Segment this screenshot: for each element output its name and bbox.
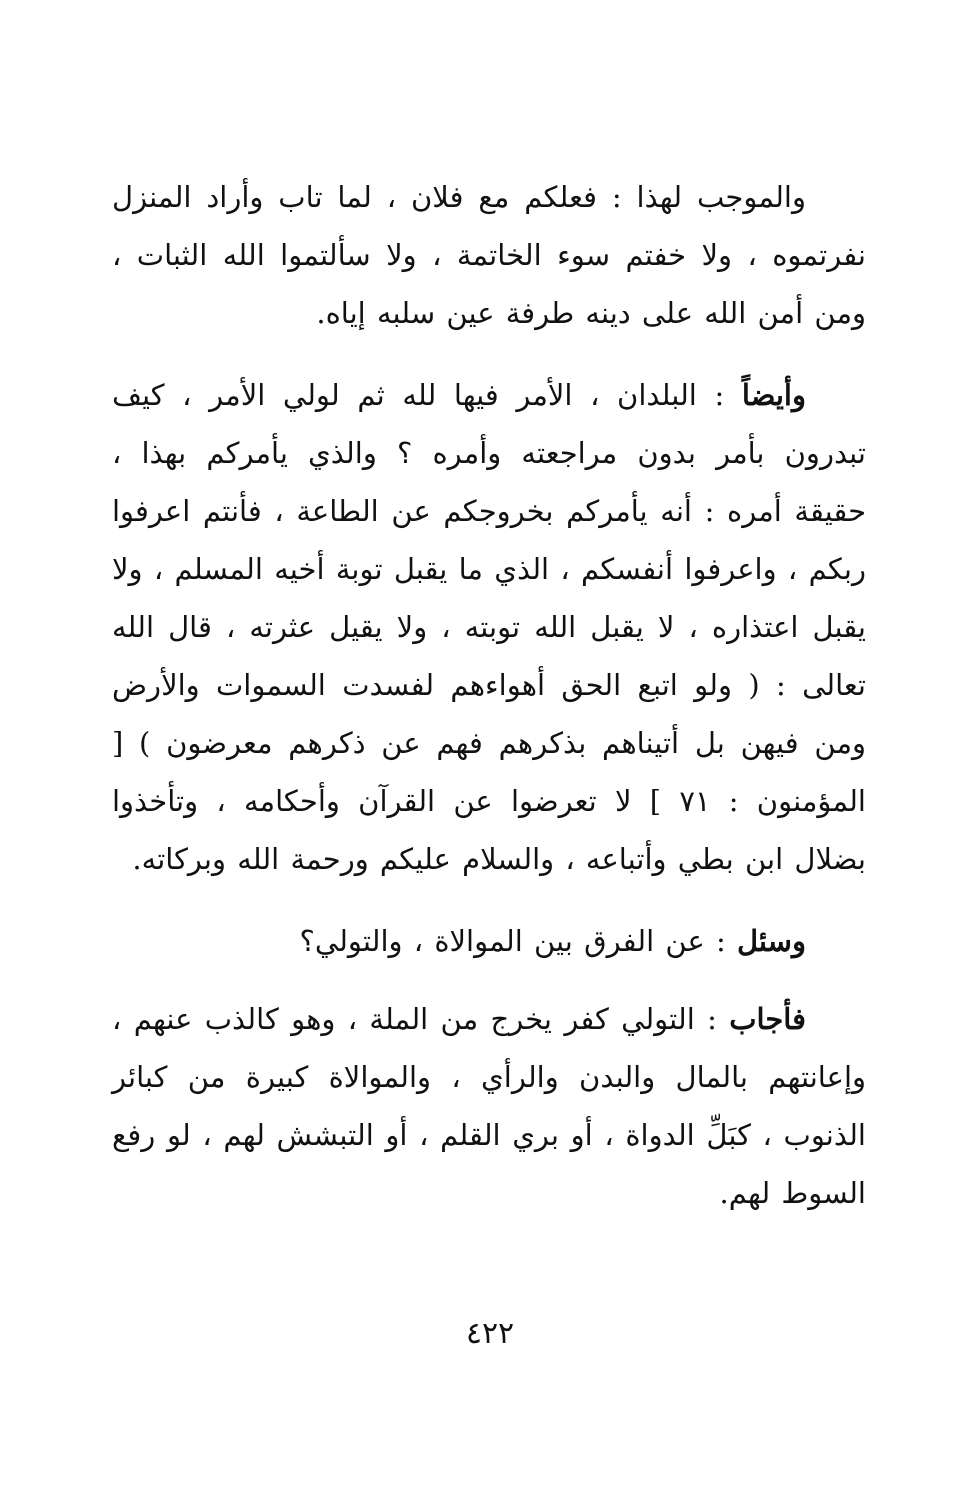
- paragraph-3-text: : عن الفرق بين الموالاة ، والتولي؟: [299, 924, 737, 958]
- paragraph-4: [112, 990, 866, 1222]
- paragraph-3: [112, 912, 866, 970]
- paragraph-2: [112, 366, 866, 888]
- paragraph-2-text: : البلدان ، الأمر فيها لله ثم لولي الأمر ، كيف تبدرون بأمر بدون مراجعته وأمره ؟ والذي يأمركم بهذا ، حقيقة أمره : أنه يأمركم بخروجكم عن الطاعة ، فأنتم اعرفوا ربكم ، واعرفوا أنفسكم ، الذي ما يقبل توبة أخيه المسلم ، ولا يقبل اعتذاره ، لا يقبل الله توبته ، ولا يقيل عثرته ، قال الله تعالى : ( ولو اتبع الحق أهواءهم لفسدت السموات والأرض ومن فيهن بل أتيناهم بذكرهم فهم عن ذكرهم معرضون ) [ المؤمنون : ٧١ ] لا تعرضوا عن القرآن وأحكامه ، وتأخذوا بضلال ابن بطي وأتباعه ، والسلام عليكم ورحمة الله وبركاته.: [112, 378, 866, 876]
- text-body: [112, 168, 866, 1222]
- paragraph-1-text: والموجب لهذا : فعلكم مع فلان ، لما تاب وأراد المنزل نفرتموه ، ولا خفتم سوء الخاتمة ، ولا سألتموا الله الثبات ، ومن أمن الله على دينه طرفة عين سلبه إياه.: [112, 180, 866, 330]
- paragraph-2-lead: وأيضاً: [741, 378, 806, 412]
- page-number: ٤٢٢: [465, 1316, 515, 1351]
- paragraph-4-lead: فأجاب: [729, 1002, 806, 1036]
- paragraph-1: [112, 168, 866, 342]
- paragraph-4-text: : التولي كفر يخرج من الملة ، وهو كالذب عنهم ، وإعانتهم بالمال والبدن والرأي ، والموالاة كبيرة من كبائر الذنوب ، كبَلِّ الدواة ، أو بري القلم ، أو التبشش لهم ، لو رفع السوط لهم.: [112, 1002, 866, 1210]
- paragraph-3-lead: وسئل: [736, 924, 806, 958]
